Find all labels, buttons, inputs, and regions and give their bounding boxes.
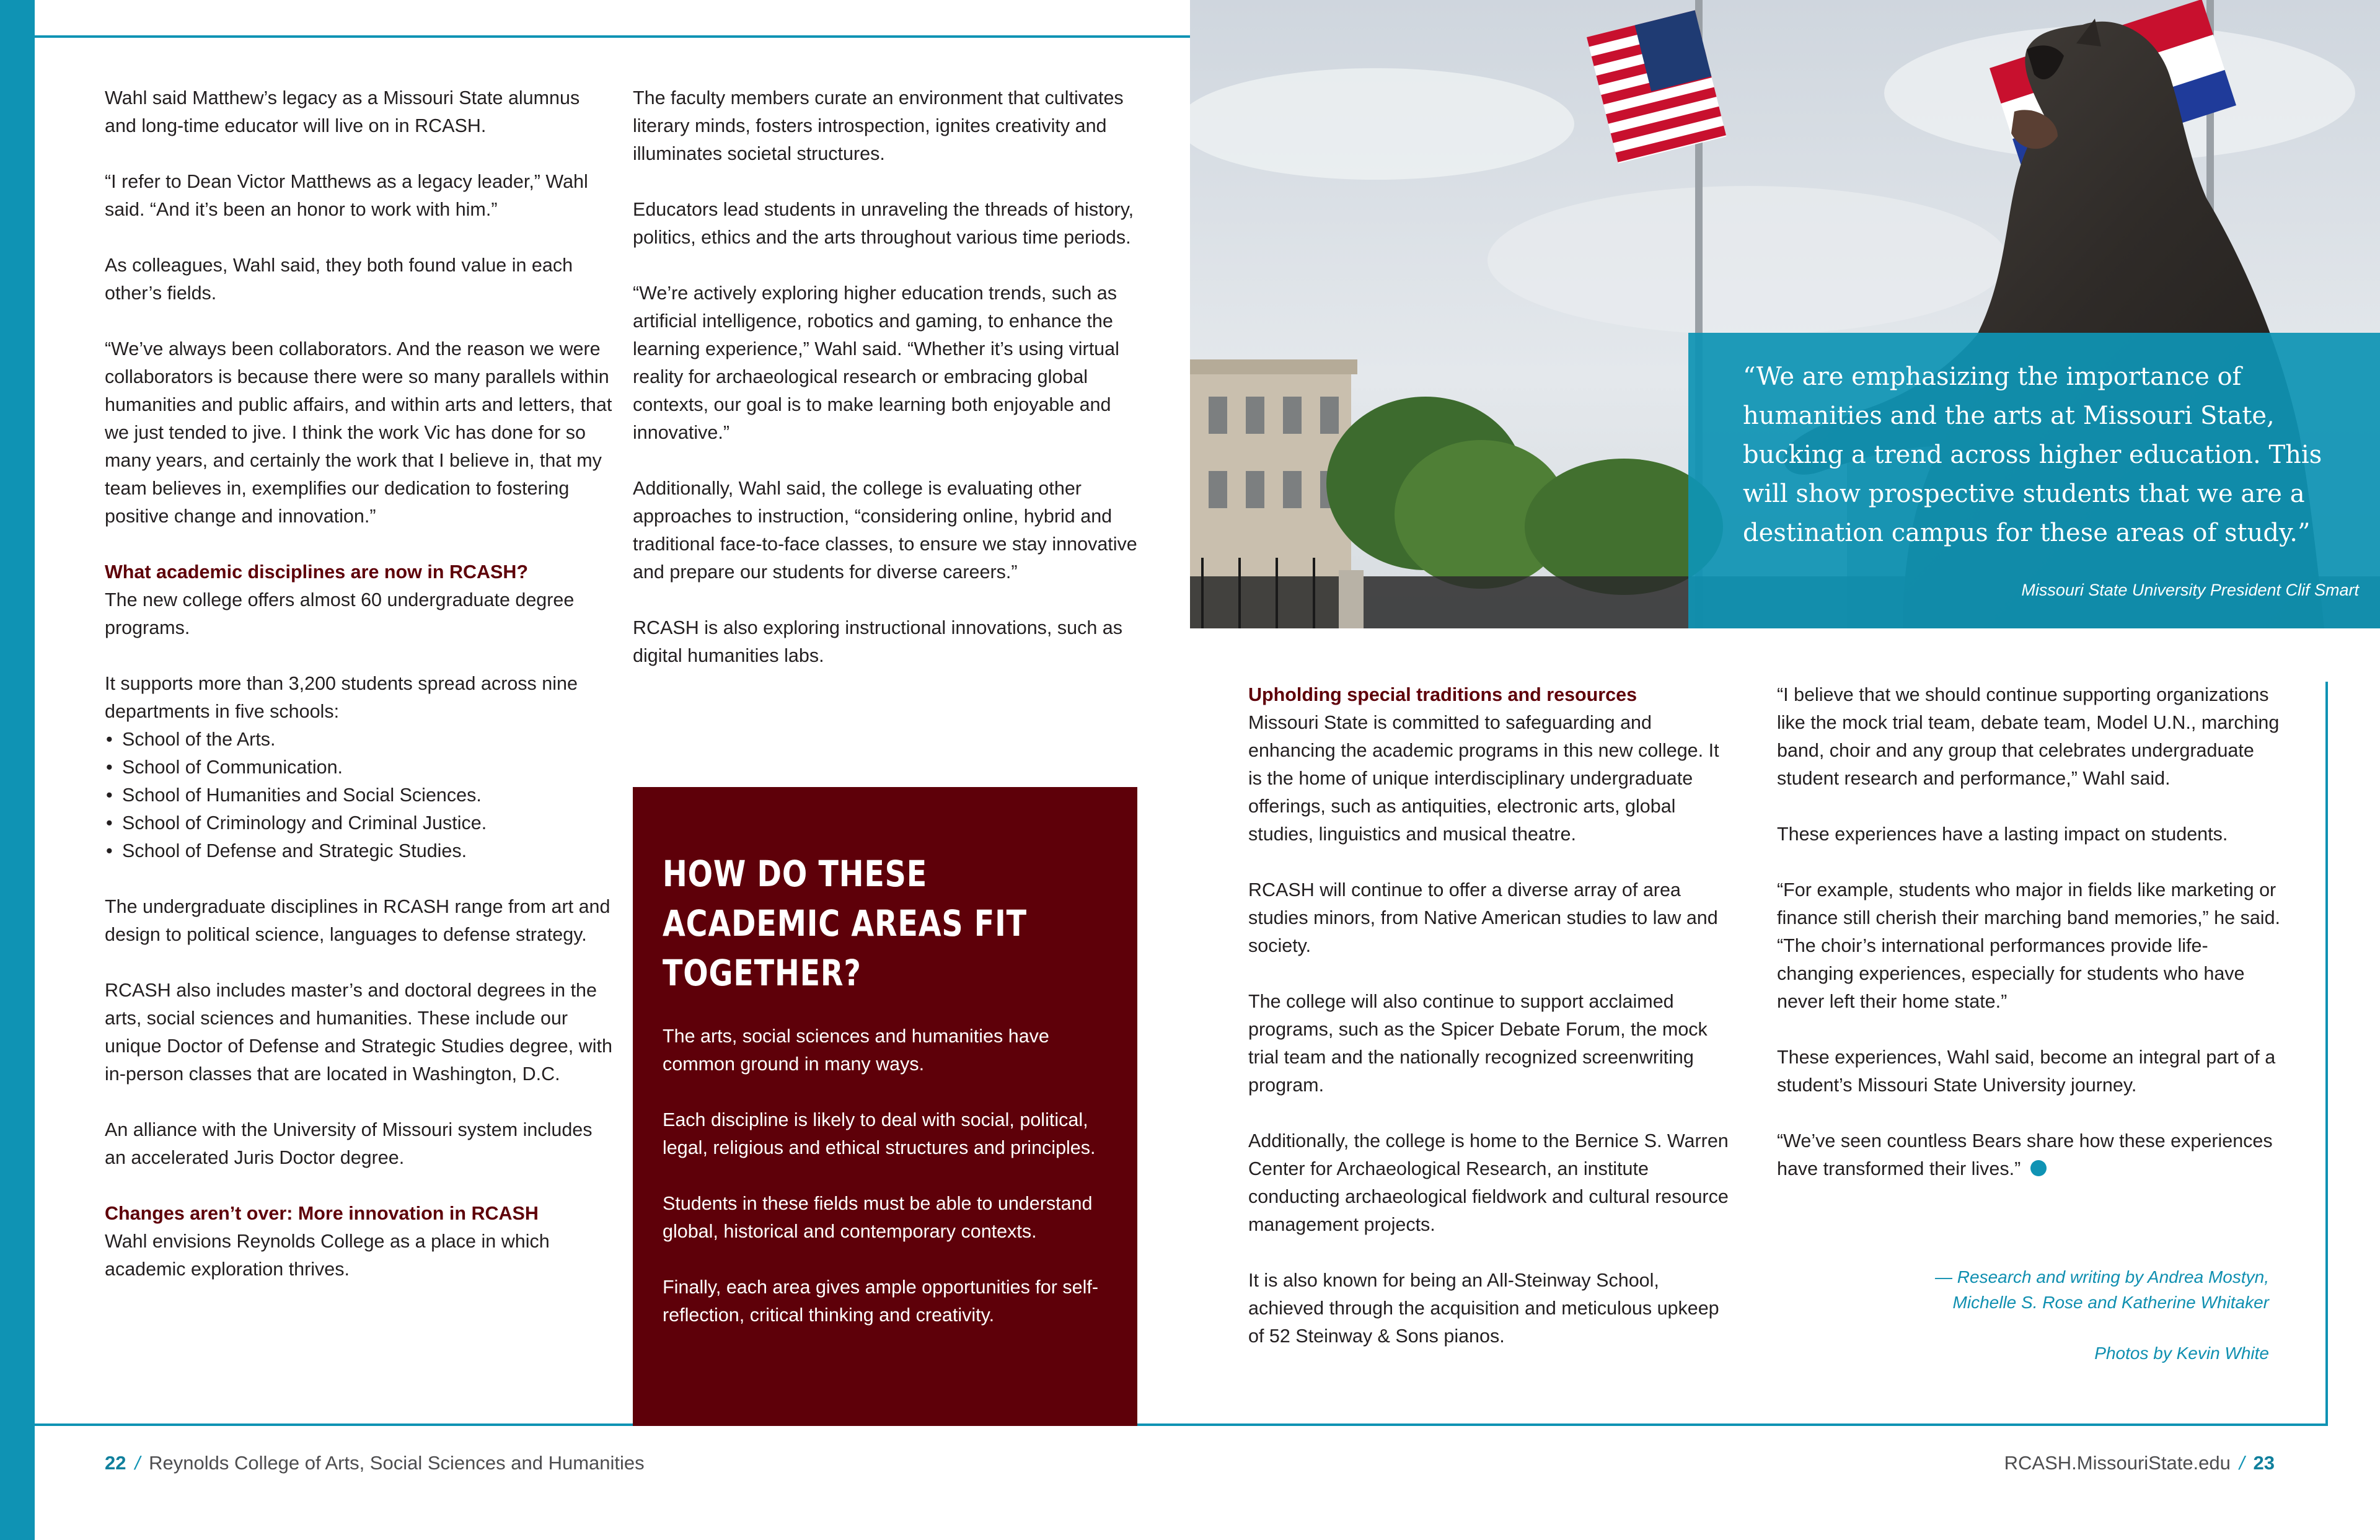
paragraph: Missouri State is committed to safeguarding and enhancing the academic programs in this new college. It is the home of unique interdisciplinary undergraduate offerings, such as antiquities, electronic arts, global studies, linguistics and musical theatre. xyxy=(1248,712,1719,845)
footer-separator: / xyxy=(134,1452,141,1474)
page-number: 22 xyxy=(105,1452,126,1474)
paragraph: These experiences have a lasting impact on students. xyxy=(1777,824,2228,845)
paragraph: Wahl said Matthew’s legacy as a Missouri State alumnus and long-time educator will live on in RCASH. xyxy=(105,87,580,136)
list-item: • School of Criminology and Criminal Justice. xyxy=(105,809,616,837)
paragraph: Additionally, Wahl said, the college is evaluating other approaches to instruction, “considering online, hybrid and traditional face-to-face classes, to ensure we stay innovative and prepare our students for diverse careers.” xyxy=(633,478,1137,583)
paragraph: Educators lead students in unraveling the threads of history, politics, ethics and the arts throughout various time periods. xyxy=(633,199,1134,248)
closing-quote: “We’ve seen countless Bears share how these experiences have transformed their lives.” xyxy=(1777,1130,2273,1179)
list-item: • School of Communication. xyxy=(105,754,616,781)
paragraph: The undergraduate disciplines in RCASH range from art and design to political science, languages to defense strategy. xyxy=(105,896,610,945)
list-item: • School of the Arts. xyxy=(105,726,616,754)
pull-quote-text: “We are emphasizing the importance of humanities and the arts at Missouri State, bucking a trend across higher education. This will show prospective students that we are a destination campus for these areas of study.” xyxy=(1743,363,2322,547)
paragraph: “I believe that we should continue supporting organizations like the mock trial team, debate team, Model U.N., marching band, choir and any group that celebrates undergraduate student research and performance,” Wahl said. xyxy=(1777,684,2280,789)
subheading: What academic disciplines are now in RCASH? xyxy=(105,561,529,583)
sidebar-paragraph: Students in these fields must be able to understand global, historical and contemporary contexts. xyxy=(663,1193,1093,1242)
paragraph: The new college offers almost 60 undergraduate degree programs. xyxy=(105,589,575,638)
right-column-rule xyxy=(2325,682,2328,1426)
credit-line: — Research and writing by Andrea Mostyn, xyxy=(1935,1267,2269,1287)
sidebar-paragraph: Each discipline is likely to deal with social, political, legal, religious and ethical structures and principles. xyxy=(663,1109,1096,1158)
right-column-2 xyxy=(1777,681,2282,1211)
right-footer xyxy=(2004,1449,2275,1477)
paragraph: These experiences, Wahl said, become an integral part of a student’s Missouri State University journey. xyxy=(1777,1047,2276,1096)
list-item: • School of Defense and Strategic Studies. xyxy=(105,837,616,865)
paragraph: It supports more than 3,200 students spread across nine departments in five schools: xyxy=(105,673,578,722)
paragraph: “I refer to Dean Victor Matthews as a legacy leader,” Wahl said. “And it’s been an honor to work with him.” xyxy=(105,171,588,220)
page-number: 23 xyxy=(2253,1452,2275,1474)
schools-list xyxy=(105,726,616,865)
footer-separator: / xyxy=(2239,1452,2245,1474)
paragraph: “For example, students who major in fields like marketing or finance still cherish their marching band memories,” he said. “The choir’s international performances provide life-changing experiences, especially for students who have never left their home state.” xyxy=(1777,879,2281,1012)
paragraph: An alliance with the University of Missouri system includes an accelerated Juris Doctor degree. xyxy=(105,1119,593,1168)
sidebar-box xyxy=(633,787,1137,1426)
top-rule xyxy=(35,35,1190,38)
credit-line: Michelle S. Rose and Katherine Whitaker xyxy=(1952,1293,2269,1312)
paragraph: “We’re actively exploring higher education trends, such as artificial intelligence, robotics and gaming, to enhance the learning experience,” Wahl said. “Whether it’s using virtual reality for archaeological research or embracing global contexts, our goal is to make learning both enjoyable and innovative.” xyxy=(633,283,1119,443)
left-footer xyxy=(105,1449,645,1477)
paragraph: As colleagues, Wahl said, they both found value in each other’s fields. xyxy=(105,255,573,304)
paragraph: “We’ve always been collaborators. And the reason we were collaborators is because there were so many parallels within humanities and public affairs, and within arts and letters, that we just tended to jive. I think the work Vic has done for so many years, and certainly the work that I believe in, that my team believes in, exemplifies our dedication to fostering positive change and innovation.” xyxy=(105,338,612,527)
end-dot-icon xyxy=(2030,1160,2047,1176)
credits xyxy=(1773,1264,2269,1366)
left-column-1 xyxy=(105,84,616,1311)
pull-quote-attribution: Missouri State University President Clif Smart xyxy=(2021,581,2359,599)
website-url[interactable]: RCASH.MissouriState.edu xyxy=(2004,1452,2231,1474)
sidebar-paragraph: Finally, each area gives ample opportunities for self-reflection, critical thinking and creativity. xyxy=(663,1277,1098,1326)
page-spine-bar xyxy=(0,0,35,1540)
paragraph: It is also known for being an All-Steinway School, achieved through the acquisition and meticulous upkeep of 52 Steinway & Sons pianos. xyxy=(1248,1270,1719,1347)
paragraph: RCASH also includes master’s and doctoral degrees in the arts, social sciences and humanities. These include our unique Doctor of Defense and Strategic Studies degree, with in-person classes that are located in Washington, D.C. xyxy=(105,980,612,1085)
paragraph: Additionally, the college is home to the Bernice S. Warren Center for Archaeological Research, an institute conducting archaeological fieldwork and cultural resource management projects. xyxy=(1248,1130,1729,1235)
paragraph: The faculty members curate an environment that cultivates literary minds, fosters introspection, ignites creativity and illuminates societal structures. xyxy=(633,87,1124,164)
photo-credit: Photos by Kevin White xyxy=(2094,1344,2269,1363)
pull-quote-box xyxy=(1688,333,2380,628)
paragraph: Wahl envisions Reynolds College as a place in which academic exploration thrives. xyxy=(105,1231,550,1280)
subheading: Upholding special traditions and resources xyxy=(1248,684,1637,705)
paragraph: The college will also continue to support acclaimed programs, such as the Spicer Debate Forum, the mock trial team and the nationally recognized screenwriting program. xyxy=(1248,991,1708,1096)
left-column-2 xyxy=(633,84,1144,698)
publication-title: Reynolds College of Arts, Social Sciences and Humanities xyxy=(149,1452,645,1474)
subheading: Changes aren’t over: More innovation in RCASH xyxy=(105,1203,539,1224)
paragraph: RCASH is also exploring instructional innovations, such as digital humanities labs. xyxy=(633,617,1122,666)
bottom-rule xyxy=(35,1423,2328,1426)
closing-paragraph xyxy=(1777,1127,2282,1183)
right-column-1 xyxy=(1248,681,1732,1378)
paragraph: RCASH will continue to offer a diverse array of area studies minors, from Native American studies to law and society. xyxy=(1248,879,1718,956)
sidebar-title: HOW DO THESE ACADEMIC AREAS FIT TOGETHER? xyxy=(663,853,1027,994)
sidebar-paragraph: The arts, social sciences and humanities have common ground in many ways. xyxy=(663,1026,1049,1075)
list-item: • School of Humanities and Social Sciences. xyxy=(105,781,616,809)
